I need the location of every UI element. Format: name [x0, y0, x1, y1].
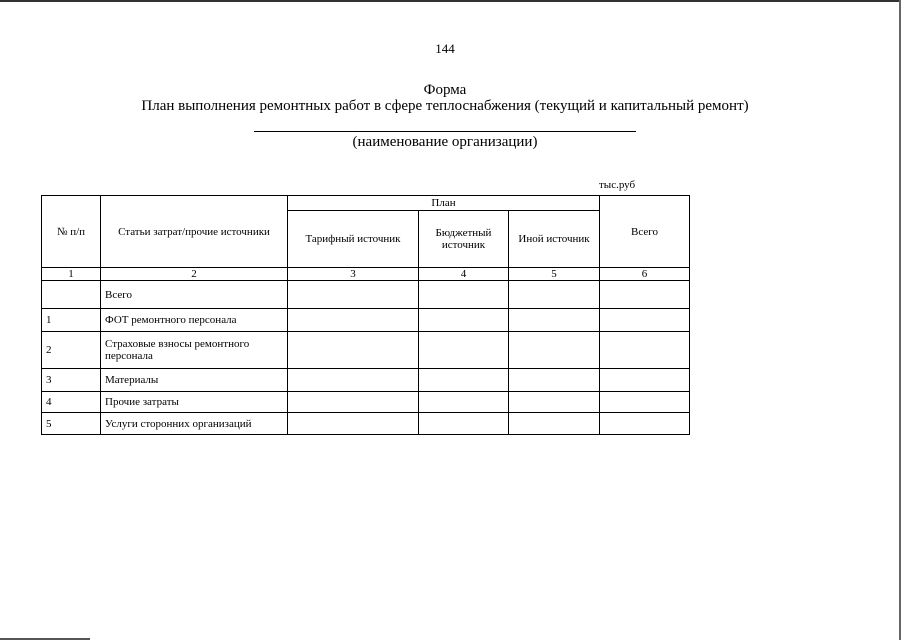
cell-other: [509, 281, 600, 309]
cell-tariff: [288, 413, 419, 435]
scan-edge-top: [0, 0, 901, 2]
cell-budget: [419, 309, 509, 332]
column-number: 3: [288, 268, 419, 281]
cell-tariff: [288, 332, 419, 369]
table-row: [42, 369, 690, 392]
cell-budget: [419, 392, 509, 413]
header-tariff-source: Тарифный источник: [288, 211, 419, 268]
cell-tariff: [288, 392, 419, 413]
row-number: [42, 281, 101, 309]
cell-total: [600, 332, 690, 369]
cell-total: [600, 309, 690, 332]
row-item: ФОТ ремонтного персонала: [101, 309, 288, 332]
row-number: 4: [42, 392, 101, 413]
cell-tariff: [288, 369, 419, 392]
row-item: Прочие затраты: [101, 392, 288, 413]
cell-total: [600, 281, 690, 309]
currency-unit: тыс.руб: [599, 179, 636, 191]
column-number: 2: [101, 268, 288, 281]
table-row: [42, 281, 690, 309]
header-items: Статьи затрат/прочие источники: [101, 196, 288, 268]
repair-plan-table: [41, 195, 690, 435]
cell-budget: [419, 413, 509, 435]
table-row: [42, 413, 690, 435]
document-title: План выполнения ремонтных работ в сфере теплоснабжения (текущий и капитальный ремонт): [141, 98, 749, 114]
table-row: [42, 332, 690, 369]
organization-name-line: [254, 131, 636, 132]
header-total: Всего: [600, 196, 690, 268]
column-number: 5: [509, 268, 600, 281]
cell-other: [509, 309, 600, 332]
row-item: Всего: [101, 281, 288, 309]
cell-budget: [419, 369, 509, 392]
table-header-row: [42, 196, 690, 211]
column-number: 6: [600, 268, 690, 281]
cell-total: [600, 392, 690, 413]
row-item: Страховые взносы ремонтного персонала: [101, 332, 288, 369]
cell-other: [509, 392, 600, 413]
cell-tariff: [288, 309, 419, 332]
cell-total: [600, 413, 690, 435]
cell-other: [509, 413, 600, 435]
column-number-row: [42, 268, 690, 281]
cell-budget: [419, 281, 509, 309]
organization-caption: (наименование организации): [352, 134, 538, 150]
cell-tariff: [288, 281, 419, 309]
row-item: Материалы: [101, 369, 288, 392]
cell-other: [509, 369, 600, 392]
column-number: 1: [42, 268, 101, 281]
cell-budget: [419, 332, 509, 369]
row-item: Услуги сторонних организаций: [101, 413, 288, 435]
row-number: 1: [42, 309, 101, 332]
header-other-source: Иной источник: [509, 211, 600, 268]
table-row: [42, 392, 690, 413]
page-number: 144: [435, 41, 455, 56]
column-number: 4: [419, 268, 509, 281]
table-row: [42, 309, 690, 332]
header-budget-source: Бюджетный источник: [419, 211, 509, 268]
cell-other: [509, 332, 600, 369]
row-number: 3: [42, 369, 101, 392]
form-title: Форма: [423, 82, 467, 98]
row-number: 5: [42, 413, 101, 435]
header-plan: План: [288, 196, 600, 211]
row-number: 2: [42, 332, 101, 369]
cell-total: [600, 369, 690, 392]
header-num: № п/п: [42, 196, 101, 268]
